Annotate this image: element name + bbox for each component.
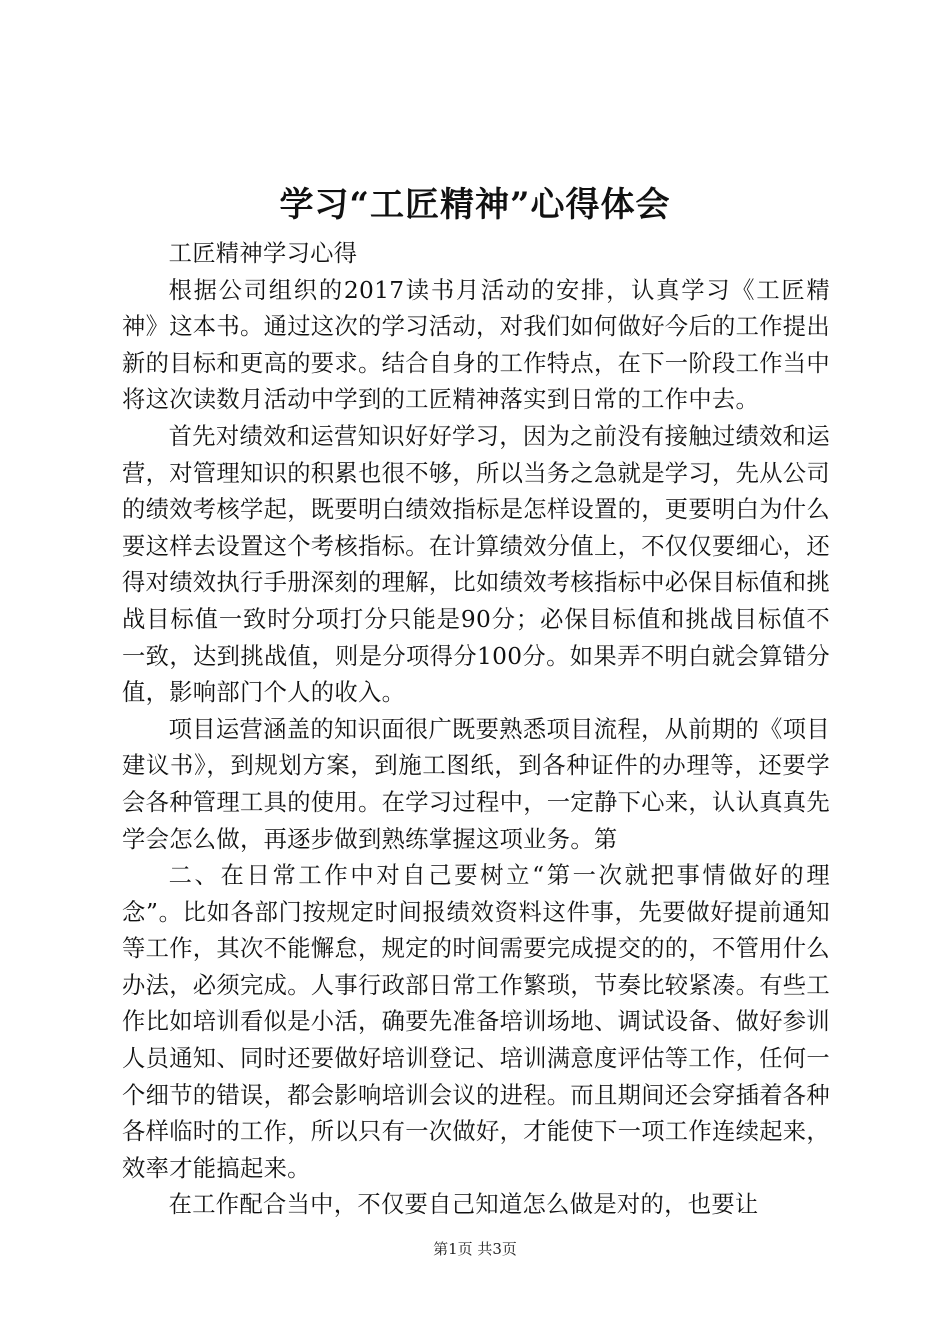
paragraph: 首先对绩效和运营知识好好学习，因为之前没有接触过绩效和运营，对管理知识的积累也很不够，所以当务之急就是学习，先从公司的绩效考核学起，既要明白绩效指标是怎样设置的，更要明白为什么要这样去设置这个考核指标。在计算绩效分值上，不仅仅要细心，还得对绩效执行手册深刻的理解，比如绩效考核指标中必保目标值和挑战目标值一致时分项打分只能是90分；必保目标值和挑战目标值不一致，达到挑战值，则是分项得分100分。如果弄不明白就会算错分值，影响部门个人的收入。 xyxy=(122,422,830,707)
document-body xyxy=(122,236,830,1224)
paragraph: 二、在日常工作中对自己要树立“第一次就把事情做好的理念”。比如各部门按规定时间报绩效资料这件事，先要做好提前通知等工作，其次不能懈怠，规定的时间需要完成提交的的，不管用什么办法，必须完成。人事行政部日常工作繁琐，节奏比较紧凑。有些工作比如培训看似是小活，确要先准备培训场地、调试设备、做好参训人员通知、同时还要做好培训登记、培训满意度评估等工作，任何一个细节的错误，都会影响培训会议的进程。而且期间还会穿插着各种各样临时的工作，所以只有一次做好，才能使下一项工作连续起来，效率才能搞起来。 xyxy=(122,862,830,1182)
paragraph: 项目运营涵盖的知识面很广既要熟悉项目流程，从前期的《项目建议书》，到规划方案，到施工图纸，到各种证件的办理等，还要学会各种管理工具的使用。在学习过程中，一定静下心来，认认真真先学会怎么做，再逐步做到熟练掌握这项业务。第 xyxy=(122,715,830,853)
paragraph-subtitle: 工匠精神学习心得 xyxy=(168,240,358,267)
paragraph: 在工作配合当中，不仅要自己知道怎么做是对的，也要让 xyxy=(168,1191,759,1219)
document-title: 学习“工匠精神”心得体会 xyxy=(279,185,671,225)
page-footer: 第1页 共3页 xyxy=(433,1240,517,1258)
paragraph: 根据公司组织的2017读书月活动的安排，认真学习《工匠精神》这本书。通过这次的学习活动，对我们如何做好今后的工作提出新的目标和更高的要求。结合自身的工作特点，在下一阶段工作当中将这次读数月活动中学到的工匠精神落实到日常的工作中去。 xyxy=(122,276,830,414)
